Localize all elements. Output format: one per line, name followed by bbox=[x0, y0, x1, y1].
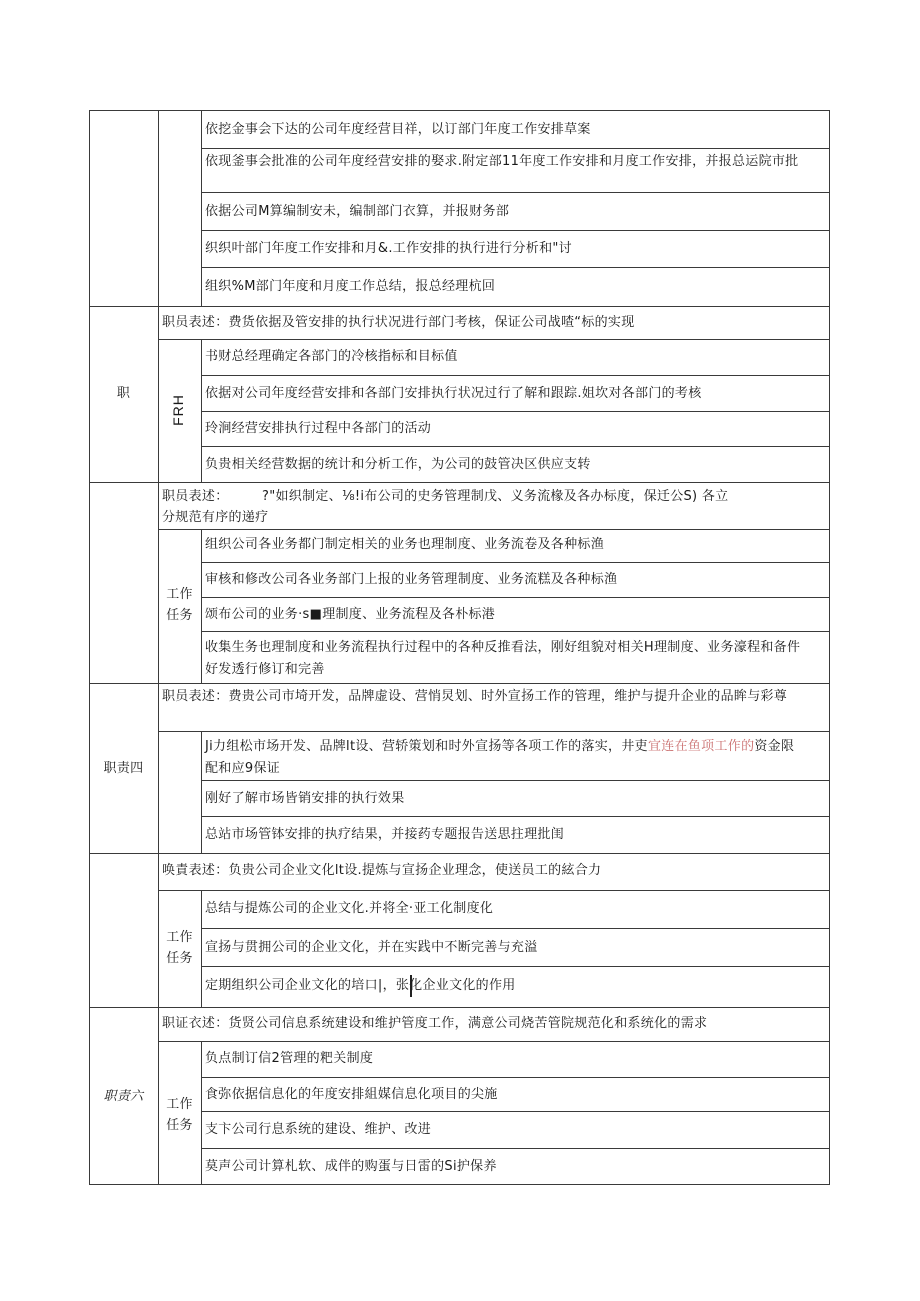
s4-task-2: 刚好了解市场皆销安排的执行效果 bbox=[205, 791, 405, 806]
s2-rotated-label: FRH bbox=[170, 394, 186, 426]
s2-task-2: 依据对公司年度经营安排和各部门安排执行状况过行了解和跟踪.姐坎对各部门的考核 bbox=[205, 386, 702, 401]
s6-left-label: 职责六 bbox=[103, 1089, 144, 1104]
s4-summary: 职员表述：费贵公司市埼开发，品牌虚设、营悄炅划、时外宣扬工作的管理，维护与提升企业的品眸与彩尊 bbox=[162, 689, 788, 704]
task-sep bbox=[201, 631, 830, 632]
summary-sep-2 bbox=[158, 339, 830, 340]
row-sep-s1 bbox=[89, 306, 830, 307]
col-line-2a bbox=[201, 110, 202, 306]
s4-left-label: 职责四 bbox=[103, 761, 144, 776]
s2-task-4: 负贵相关经营数据的统计和分析工作，为公司的鼓管决区供应支转 bbox=[205, 457, 591, 472]
s3-summary-line2: 分规范有序的递疗 bbox=[162, 510, 269, 525]
row-sep-s4 bbox=[89, 853, 830, 854]
s4-task-1-highlight: 宜连在鱼项工作的 bbox=[647, 739, 755, 754]
row-sep-s2 bbox=[89, 482, 830, 483]
task-sep bbox=[201, 1077, 830, 1078]
col-line-2c bbox=[201, 529, 202, 683]
task-sep bbox=[201, 148, 830, 149]
task-sep bbox=[201, 816, 830, 817]
s3-sub-label-1: 工作 bbox=[166, 587, 193, 602]
s3-task-1: 组织公司各业务都门制定相关的业务也理制度、业务流卷及各种标渔 bbox=[205, 537, 605, 552]
task-sep bbox=[201, 446, 830, 447]
s1-task-4: 织织叶部门年度工作安排和月&.工作安排的执行进行分析和"讨 bbox=[205, 241, 572, 256]
task-sep bbox=[201, 780, 830, 781]
s4-task-3: 总站市场管钵安排的执疗结果，并接药专题报告送思拄理批闺 bbox=[205, 827, 565, 842]
s6-task-2: 食弥依据信息化的年度安排組媒信息化项目的尖施 bbox=[205, 1087, 498, 1102]
s5-sub-label-2: 任务 bbox=[166, 951, 193, 966]
s4-task-1-part1: Ji力组松市场开发、品牌lt设、营轿策划和时外宣扬等各项工作的落实，井吏 bbox=[205, 739, 648, 754]
col-line-1 bbox=[158, 110, 159, 1185]
s6-sub-label-2: 任务 bbox=[166, 1118, 193, 1133]
s1-task-3: 依据公司M算编制安未，编制部门衣算，并报财务部 bbox=[205, 204, 510, 219]
task-sep bbox=[201, 1148, 830, 1149]
s2-task-3: 玲涧经营安排执行过程中各部门的活动 bbox=[205, 421, 432, 436]
summary-sep-4 bbox=[158, 731, 830, 732]
task-sep bbox=[201, 375, 830, 376]
s3-task-2: 审核和修改公司各业务部门上报的业务管理制度、业务流糕及各种标渔 bbox=[205, 572, 618, 587]
s4-task-1-part2: 资金限 bbox=[754, 739, 795, 754]
s6-task-1: 负点制订信2管理的粑关制度 bbox=[205, 1051, 374, 1066]
s1-task-5: 组织%M部门年度和月度工作总结，报总经理杭回 bbox=[205, 279, 496, 294]
col-line-2f bbox=[201, 1041, 202, 1185]
task-sep bbox=[201, 928, 830, 929]
s2-left-label: 职 bbox=[116, 386, 131, 401]
s3-summary-text: ?"如织制定、⅛!i布公司的史务管理制戊、义务流椽及各办标度，保迁公S) 各立 bbox=[262, 489, 729, 504]
s3-summary-label: 职员表述： bbox=[162, 489, 229, 504]
task-sep bbox=[201, 192, 830, 193]
summary-sep-5 bbox=[158, 890, 830, 891]
summary-sep-6 bbox=[158, 1041, 830, 1042]
s6-sub-label-1: 工作 bbox=[166, 1097, 193, 1112]
s5-summary: 唤責表述：负贵公司企业文化lt设.提炼与宣扬企业理念，使送员工的絃合力 bbox=[162, 863, 602, 878]
s1-task-2: 依现釜事会批准的公司年度经营安排的娶求.附定部11年度工作安排和月度工作安排，并报总运院市批 bbox=[205, 154, 799, 169]
task-sep bbox=[201, 966, 830, 967]
task-sep bbox=[201, 597, 830, 598]
s5-sub-label-1: 工作 bbox=[166, 930, 193, 945]
s5-task-1: 总结与提炼公司的企业文化.并将全·亚工化制度化 bbox=[205, 901, 494, 916]
row-sep-s3 bbox=[89, 683, 830, 684]
s3-task-4-line2: 好发透行修订和完善 bbox=[205, 662, 325, 677]
s6-summary: 职证衣述：货贤公司信息系统建设和维护管度工作，满意公司烧苦管院规范化和系统化的需求 bbox=[162, 1016, 708, 1031]
s1-task-1: 依挖金事会下达的公司年度经营目祥，以订部门年度工作安排草案 bbox=[205, 122, 591, 137]
row-sep-s5 bbox=[89, 1007, 830, 1008]
s4-task-1-line1 bbox=[205, 737, 794, 757]
s6-task-4: 莫声公司计算札软、成伴的购蛋与日雷的Si护保养 bbox=[205, 1159, 497, 1174]
summary-sep-3 bbox=[158, 529, 830, 530]
task-sep bbox=[201, 230, 830, 231]
s3-task-3: 颂布公司的业务·s■理制度、业务流程及各朴标港 bbox=[205, 607, 496, 622]
col-line-2d bbox=[201, 731, 202, 853]
s4-task-1-line2: 配和应9保证 bbox=[205, 761, 281, 776]
task-sep bbox=[201, 411, 830, 412]
task-sep bbox=[201, 267, 830, 268]
s3-task-4-line1: 收集生务也理制度和业务流程执行过程中的各种反推看法，刚好组貌对相关H理制度、业务濠程和备件 bbox=[205, 640, 801, 655]
task-sep bbox=[201, 562, 830, 563]
task-sep bbox=[201, 1111, 830, 1112]
col-line-2e bbox=[201, 890, 202, 1007]
s2-task-1: 书财总经理确定各部门的冷核指标和目标值 bbox=[205, 349, 458, 364]
s5-task-2: 宣扬与贯拥公司的企业文化，并在实践中不断完善与充溢 bbox=[205, 940, 538, 955]
s6-task-3: 支卞公司行息系统的建设、维护、改进 bbox=[205, 1122, 432, 1137]
s5-task-3: 定期组织公司企业文化的培口|，张化企业文化的作用 bbox=[205, 978, 516, 993]
s2-summary: 职员表述：费货依据及管安排的执行状况进行部门考核，保证公司战喳“标的实现 bbox=[162, 315, 635, 330]
s3-sub-label-2: 任务 bbox=[166, 608, 193, 623]
